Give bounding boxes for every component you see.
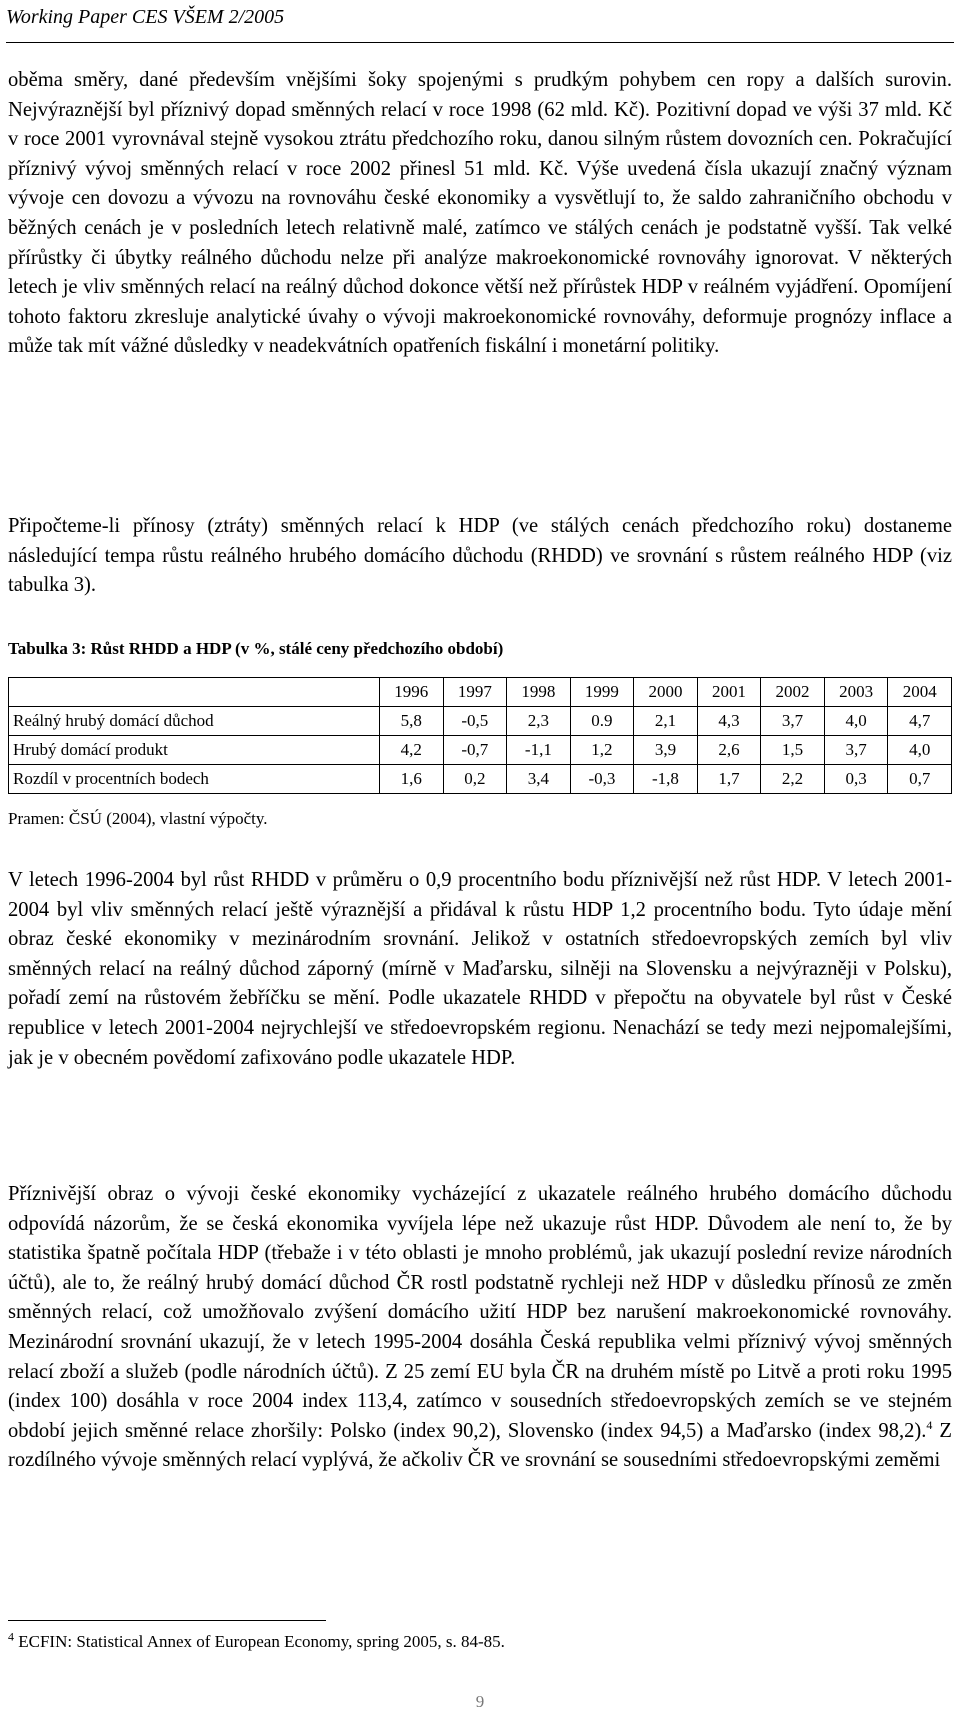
table-cell: 0,2: [443, 765, 507, 794]
table-caption: Tabulka 3: Růst RHDD a HDP (v %, stálé ceny předchozího období): [8, 639, 504, 658]
paragraph-terms-of-trade-impact: oběma směry, dané především vnějšími šoky spojenými s prudkým pohybem cen ropy a dalších surovin. Nejvýraznější byl příznivý dopad směnných relací v roce 1998 (62 mld. Kč). Pozitivní dopad ve výši 37 mld. Kč v roce 2001 vyrovnával stejně vysokou ztrátu předchozího roku, danou silným růstem dovozních cen. Pokračující příznivý vývoj směnných relací v roce 2002 přinesl 51 mld. Kč. Výše uvedená čísla ukazují značný význam vývoje cen dovozu a vývozu na rovnováhu české ekonomiky a vysvětlují to, že saldo zahraničního obchodu v běžných cenách je v posledních letech relativně malé, zatímco ve stálých cenách je podstatně vyšší. Tak velké přírůstky či úbytky reálného důchodu nelze při analýze makroekonomické rovnováhy ignorovat. V některých letech je vliv směnných relací na reálný důchod dokonce větší než přírůstek HDP v reálném vyjádření. Opomíjení tohoto faktoru zkresluje analytické úvahy o vývoji makroekonomické rovnováhy, deformuje prognózy inflace a může tak mít vážné důsledky v neadekvátních opatřeních fiskální i monetární politiky.: [8, 69, 952, 358]
paragraph-text-tail: Z rozdílného vývoje směnných relací vyplývá, že ačkoliv ČR ve srovnání se sousedními středoevropskými zeměmi: [8, 1419, 952, 1472]
table-cell: 4,0: [824, 707, 888, 736]
table-cell: 0,7: [888, 765, 952, 794]
footnote-reference[interactable]: 4: [926, 1417, 933, 1432]
table-cell: 1,7: [697, 765, 761, 794]
row-label: Rozdíl v procentních bodech: [9, 765, 363, 794]
table-cell: 2,3: [507, 707, 571, 736]
table-cell: 2,6: [697, 736, 761, 765]
table-cell: 3,7: [824, 736, 888, 765]
paragraph-text: Příznivější obraz o vývoji české ekonomiky vycházející z ukazatele reálného hrubého domácího důchodu odpovídá názorům, že se česká ekonomika vyvíjela lépe než ukazuje růst HDP. Důvodem ale není to, že by statistika špatně počítala HDP (třebaže i v této oblasti je mnoho problémů, jak ukazují poslední revize národních účtů), ale to, že reálný hrubý domácí důchod ČR rostl podstatně rychleji než HDP v důsledku přínosů ze změn směnných relací, což umožňovalo zvýšení domácího užití HDP bez narušení makroekonomické rovnováhy. Mezinárodní srovnání ukazují, že v letech 1995-2004 dosáhla Česká republika velmi příznivý vývoj směnných relací zboží a služeb (podle národních účtů). Z 25 zemí EU byla ČR na druhém místě po Litvě a proti roku 1995 (index 100) dosáhla v roce 2004 index 113,4, zatímco v sousedních středoevropských zemích se ve stejném období jejich směnné relace zhoršily: Polsko (index 90,2), Slovensko (index 94,5) a Maďarsko (index 98,2).: [8, 1183, 952, 1442]
table-cell: 2,1: [634, 707, 698, 736]
footnote-number: 4: [8, 1629, 14, 1644]
table-cell: -1,8: [634, 765, 698, 794]
table-cell: 1,5: [761, 736, 825, 765]
year-header: 1999: [570, 678, 634, 707]
paragraph-favorable-picture: [8, 1180, 952, 1476]
year-header: 2000: [634, 678, 698, 707]
header-divider: [6, 42, 954, 43]
table-gap-cell: [362, 736, 380, 765]
table-gap-cell: [362, 678, 380, 707]
table-cell: 4,3: [697, 707, 761, 736]
year-header: 2004: [888, 678, 952, 707]
table-cell: 3,7: [761, 707, 825, 736]
footnote-divider: [8, 1620, 326, 1621]
table-gap-cell: [362, 765, 380, 794]
table-cell: 3,9: [634, 736, 698, 765]
table-cell: 3,4: [507, 765, 571, 794]
table-cell: 4,7: [888, 707, 952, 736]
table-cell: 1,2: [570, 736, 634, 765]
table-cell: 5,8: [380, 707, 444, 736]
year-header: 1997: [443, 678, 507, 707]
table-cell: 1,6: [380, 765, 444, 794]
paragraph-rhdd-intro: Připočteme-li přínosy (ztráty) směnných relací k HDP (ve stálých cenách předchozího roku) dostaneme následující tempa růstu reálného hrubého domácího důchodu (RHDD) ve srovnání s růstem reálného HDP (viz tabulka 3).: [8, 515, 952, 597]
table-source-note: Pramen: ČSÚ (2004), vlastní výpočty.: [8, 809, 268, 828]
table-gap-cell: [362, 707, 380, 736]
year-header: 2002: [761, 678, 825, 707]
table-corner-cell: [9, 678, 363, 707]
paragraph-rhdd-comparison: V letech 1996-2004 byl růst RHDD v průměru o 0,9 procentního bodu příznivější než růst HDP. V letech 2001-2004 byl vliv směnných relací ještě výraznější a přidával k růstu HDP 1,2 procentního bodu. Tyto údaje mění obraz české ekonomiky v mezinárodním srovnání. Jelikož v ostatních středoevropských zemích byl vliv směnných relací na reálný důchod záporný (mírně v Maďarsku, silněji na Slovensku a nejvýrazněji v Polsku), pořadí zemí na růstovém žebříčku se mění. Podle ukazatele RHDD v přepočtu na obyvatele byl růst v České republice v letech 2001-2004 nejrychlejší ve středoevropském regionu. Nenachází se tedy mezi nejpomalejšími, jak je v obecném povědomí zafixováno podle ukazatele HDP.: [8, 869, 952, 1069]
table-cell: -0,7: [443, 736, 507, 765]
table-cell: 4,0: [888, 736, 952, 765]
table-cell: -0,3: [570, 765, 634, 794]
table-row: [9, 707, 952, 736]
table-cell: -1,1: [507, 736, 571, 765]
growth-table: [8, 677, 952, 794]
row-label: Hrubý domácí produkt: [9, 736, 363, 765]
year-header: 2003: [824, 678, 888, 707]
year-header: 1998: [507, 678, 571, 707]
footnote-text: ECFIN: Statistical Annex of European Economy, spring 2005, s. 84-85.: [14, 1632, 505, 1651]
row-label: Reálný hrubý domácí důchod: [9, 707, 363, 736]
running-header: Working Paper CES VŠEM 2/2005: [6, 6, 285, 28]
table-cell: -0,5: [443, 707, 507, 736]
footnote: [8, 1630, 505, 1654]
table-row: [9, 765, 952, 794]
table-header-row: [9, 678, 952, 707]
year-header: 1996: [380, 678, 444, 707]
table-cell: 2,2: [761, 765, 825, 794]
table-cell: 0.9: [570, 707, 634, 736]
year-header: 2001: [697, 678, 761, 707]
table-row: [9, 736, 952, 765]
table-cell: 4,2: [380, 736, 444, 765]
table-cell: 0,3: [824, 765, 888, 794]
page-number: 9: [475, 1692, 485, 1711]
